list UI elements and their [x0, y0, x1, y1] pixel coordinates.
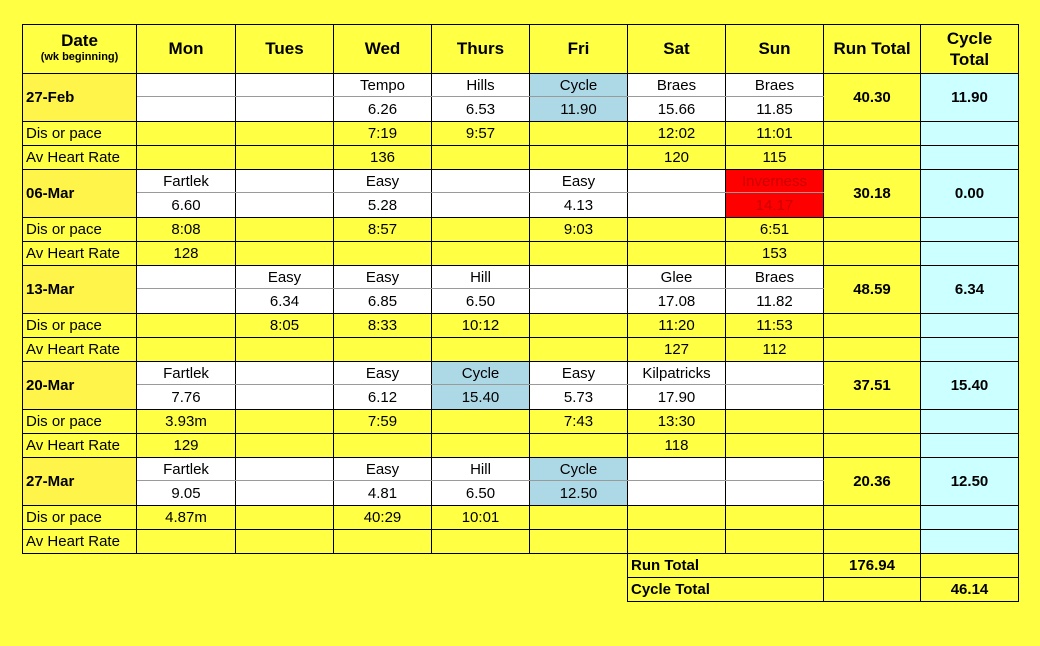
week-type-row	[23, 170, 1019, 193]
heart-rate-cell	[530, 434, 628, 458]
session-type-cell	[236, 458, 334, 481]
session-type-cell: Cycle	[530, 458, 628, 481]
distance-cell: 5.28	[334, 193, 432, 218]
distance-cell: 6.50	[432, 289, 530, 314]
session-type-cell: Fartlek	[137, 170, 236, 193]
run-total-header: Run Total	[824, 25, 921, 74]
session-type-cell: Easy	[530, 170, 628, 193]
pace-cell	[236, 410, 334, 434]
session-type-cell	[628, 458, 726, 481]
heart-rate-cell: 153	[726, 242, 824, 266]
heart-rate-cell	[137, 146, 236, 170]
pace-cell	[530, 122, 628, 146]
run-total-empty-cell	[824, 146, 921, 170]
pace-cell: 7:59	[334, 410, 432, 434]
session-type-cell: Fartlek	[137, 362, 236, 385]
week-pace-row	[23, 410, 1019, 434]
session-type-cell: Hill	[432, 266, 530, 289]
footer-run-total-row	[23, 554, 1019, 578]
dis-or-pace-label: Dis or pace	[23, 218, 137, 242]
distance-cell	[137, 289, 236, 314]
pace-cell	[726, 506, 824, 530]
heart-rate-cell	[334, 242, 432, 266]
pace-cell: 11:01	[726, 122, 824, 146]
cycle-total-header-line1: Cycle	[946, 29, 993, 48]
week-cycle-total: 12.50	[921, 458, 1019, 506]
cycle-total-empty-cell	[921, 218, 1019, 242]
run-total-empty-cell	[824, 242, 921, 266]
pace-cell	[432, 218, 530, 242]
session-type-cell: Easy	[334, 362, 432, 385]
distance-cell: 12.50	[530, 481, 628, 506]
pace-cell: 7:43	[530, 410, 628, 434]
week-cycle-total: 6.34	[921, 266, 1019, 314]
pace-cell	[628, 506, 726, 530]
distance-cell: 6.60	[137, 193, 236, 218]
cycle-total-empty-cell	[921, 506, 1019, 530]
session-type-cell	[432, 170, 530, 193]
week-date: 06-Mar	[23, 170, 137, 218]
session-type-cell: Braes	[726, 266, 824, 289]
header-row	[23, 25, 1019, 74]
heart-rate-cell: 118	[628, 434, 726, 458]
distance-cell: 15.66	[628, 97, 726, 122]
week-type-row	[23, 266, 1019, 289]
week-date: 27-Feb	[23, 74, 137, 122]
footer-cycle-total-label: Cycle Total	[628, 578, 824, 602]
session-type-cell: Kilpatricks	[628, 362, 726, 385]
session-type-cell: Inverness	[726, 170, 824, 193]
day-header-wed: Wed	[334, 25, 432, 74]
session-type-cell: Cycle	[432, 362, 530, 385]
pace-cell: 9:57	[432, 122, 530, 146]
week-run-total: 37.51	[824, 362, 921, 410]
week-date: 13-Mar	[23, 266, 137, 314]
day-header-fri: Fri	[530, 25, 628, 74]
dis-or-pace-label: Dis or pace	[23, 314, 137, 338]
heart-rate-cell	[236, 434, 334, 458]
distance-cell	[726, 481, 824, 506]
distance-cell: 6.50	[432, 481, 530, 506]
day-header-mon: Mon	[137, 25, 236, 74]
week-pace-row	[23, 122, 1019, 146]
heart-rate-cell	[334, 434, 432, 458]
pace-cell: 4.87m	[137, 506, 236, 530]
distance-cell: 6.53	[432, 97, 530, 122]
distance-cell: 11.85	[726, 97, 824, 122]
session-type-cell: Hills	[432, 74, 530, 97]
heart-rate-cell: 115	[726, 146, 824, 170]
cycle-total-header	[921, 25, 1019, 74]
session-type-cell: Easy	[530, 362, 628, 385]
week-pace-row	[23, 506, 1019, 530]
session-type-cell: Easy	[334, 458, 432, 481]
av-heart-rate-label: Av Heart Rate	[23, 434, 137, 458]
session-type-cell	[530, 266, 628, 289]
pace-cell: 10:12	[432, 314, 530, 338]
cycle-total-empty-cell	[921, 410, 1019, 434]
heart-rate-cell	[726, 530, 824, 554]
cycle-total-empty-cell	[921, 434, 1019, 458]
week-date: 27-Mar	[23, 458, 137, 506]
pace-cell	[530, 506, 628, 530]
pace-cell: 6:51	[726, 218, 824, 242]
pace-cell: 13:30	[628, 410, 726, 434]
cycle-total-empty-cell	[921, 146, 1019, 170]
session-type-cell	[628, 170, 726, 193]
distance-cell: 11.90	[530, 97, 628, 122]
pace-cell: 11:20	[628, 314, 726, 338]
cycle-total-empty-cell	[921, 242, 1019, 266]
pace-cell	[726, 410, 824, 434]
session-type-cell: Fartlek	[137, 458, 236, 481]
heart-rate-cell: 128	[137, 242, 236, 266]
date-header	[23, 25, 137, 74]
week-run-total: 48.59	[824, 266, 921, 314]
footer-run-total-label: Run Total	[628, 554, 824, 578]
dis-or-pace-label: Dis or pace	[23, 122, 137, 146]
session-type-cell	[137, 266, 236, 289]
heart-rate-cell	[530, 146, 628, 170]
heart-rate-cell: 129	[137, 434, 236, 458]
distance-cell	[236, 385, 334, 410]
av-heart-rate-label: Av Heart Rate	[23, 530, 137, 554]
cycle-total-header-line2: Total	[949, 50, 990, 69]
session-type-cell	[236, 170, 334, 193]
heart-rate-cell	[236, 530, 334, 554]
distance-cell: 17.08	[628, 289, 726, 314]
footer-spacer	[23, 578, 628, 602]
distance-cell	[236, 193, 334, 218]
footer-run-total-value: 176.94	[824, 554, 921, 578]
distance-cell	[726, 385, 824, 410]
weeks-body	[23, 74, 1019, 554]
distance-cell: 7.76	[137, 385, 236, 410]
week-pace-row	[23, 218, 1019, 242]
heart-rate-cell	[628, 242, 726, 266]
session-type-cell: Easy	[334, 266, 432, 289]
pace-cell: 40:29	[334, 506, 432, 530]
heart-rate-cell	[530, 530, 628, 554]
distance-cell	[137, 97, 236, 122]
heart-rate-cell	[726, 434, 824, 458]
cycle-total-empty-cell	[921, 122, 1019, 146]
distance-cell: 15.40	[432, 385, 530, 410]
session-type-cell: Glee	[628, 266, 726, 289]
dis-or-pace-label: Dis or pace	[23, 506, 137, 530]
run-total-empty-cell	[824, 434, 921, 458]
distance-cell: 9.05	[137, 481, 236, 506]
heart-rate-cell	[334, 530, 432, 554]
day-header-tues: Tues	[236, 25, 334, 74]
week-cycle-total: 15.40	[921, 362, 1019, 410]
distance-cell: 6.85	[334, 289, 432, 314]
training-log-table	[22, 24, 1019, 602]
heart-rate-cell	[628, 530, 726, 554]
pace-cell	[530, 314, 628, 338]
av-heart-rate-label: Av Heart Rate	[23, 242, 137, 266]
distance-cell	[432, 193, 530, 218]
distance-cell	[628, 481, 726, 506]
distance-cell: 11.82	[726, 289, 824, 314]
footer-spacer	[23, 554, 628, 578]
heart-rate-cell	[236, 338, 334, 362]
week-run-total: 20.36	[824, 458, 921, 506]
pace-cell	[137, 122, 236, 146]
heart-rate-cell	[137, 530, 236, 554]
week-heart-rate-row	[23, 530, 1019, 554]
heart-rate-cell	[530, 242, 628, 266]
heart-rate-cell	[432, 242, 530, 266]
session-type-cell: Easy	[334, 170, 432, 193]
pace-cell: 8:05	[236, 314, 334, 338]
cycle-total-empty-cell	[921, 338, 1019, 362]
distance-cell: 6.12	[334, 385, 432, 410]
heart-rate-cell	[236, 242, 334, 266]
pace-cell	[236, 506, 334, 530]
week-type-row	[23, 362, 1019, 385]
pace-cell	[628, 218, 726, 242]
date-header-subtitle: (wk beginning)	[40, 51, 119, 63]
heart-rate-cell	[334, 338, 432, 362]
day-header-thurs: Thurs	[432, 25, 530, 74]
distance-cell: 17.90	[628, 385, 726, 410]
heart-rate-cell: 127	[628, 338, 726, 362]
pace-cell: 8:33	[334, 314, 432, 338]
run-total-empty-cell	[824, 218, 921, 242]
run-total-empty-cell	[824, 410, 921, 434]
week-date: 20-Mar	[23, 362, 137, 410]
session-type-cell: Braes	[628, 74, 726, 97]
day-header-sat: Sat	[628, 25, 726, 74]
pace-cell: 8:57	[334, 218, 432, 242]
distance-cell	[530, 289, 628, 314]
heart-rate-cell	[432, 338, 530, 362]
session-type-cell: Hill	[432, 458, 530, 481]
heart-rate-cell	[137, 338, 236, 362]
heart-rate-cell: 112	[726, 338, 824, 362]
footer-cycle-total-empty	[824, 578, 921, 602]
week-run-total: 40.30	[824, 74, 921, 122]
distance-cell: 4.81	[334, 481, 432, 506]
distance-cell	[236, 481, 334, 506]
heart-rate-cell: 136	[334, 146, 432, 170]
session-type-cell: Tempo	[334, 74, 432, 97]
session-type-cell	[236, 362, 334, 385]
session-type-cell	[726, 458, 824, 481]
footer-run-total-empty	[921, 554, 1019, 578]
week-type-row	[23, 74, 1019, 97]
run-total-empty-cell	[824, 338, 921, 362]
pace-cell: 9:03	[530, 218, 628, 242]
distance-cell: 5.73	[530, 385, 628, 410]
distance-cell: 14.17	[726, 193, 824, 218]
av-heart-rate-label: Av Heart Rate	[23, 338, 137, 362]
week-type-row	[23, 458, 1019, 481]
session-type-cell	[726, 362, 824, 385]
av-heart-rate-label: Av Heart Rate	[23, 146, 137, 170]
session-type-cell	[236, 74, 334, 97]
week-heart-rate-row	[23, 338, 1019, 362]
cycle-total-empty-cell	[921, 530, 1019, 554]
week-pace-row	[23, 314, 1019, 338]
pace-cell: 3.93m	[137, 410, 236, 434]
distance-cell	[628, 193, 726, 218]
distance-cell: 6.34	[236, 289, 334, 314]
footer-cycle-total-row	[23, 578, 1019, 602]
run-total-empty-cell	[824, 122, 921, 146]
heart-rate-cell	[530, 338, 628, 362]
distance-cell: 4.13	[530, 193, 628, 218]
distance-cell	[236, 97, 334, 122]
session-type-cell: Braes	[726, 74, 824, 97]
heart-rate-cell	[432, 434, 530, 458]
week-cycle-total: 0.00	[921, 170, 1019, 218]
pace-cell: 8:08	[137, 218, 236, 242]
week-heart-rate-row	[23, 434, 1019, 458]
run-total-empty-cell	[824, 530, 921, 554]
date-header-title: Date	[61, 31, 98, 50]
pace-cell: 10:01	[432, 506, 530, 530]
pace-cell: 12:02	[628, 122, 726, 146]
pace-cell	[432, 410, 530, 434]
pace-cell: 11:53	[726, 314, 824, 338]
pace-cell	[137, 314, 236, 338]
footer-cycle-total-value: 46.14	[921, 578, 1019, 602]
week-cycle-total: 11.90	[921, 74, 1019, 122]
heart-rate-cell	[236, 146, 334, 170]
week-heart-rate-row	[23, 242, 1019, 266]
session-type-cell: Easy	[236, 266, 334, 289]
pace-cell: 7:19	[334, 122, 432, 146]
pace-cell	[236, 122, 334, 146]
dis-or-pace-label: Dis or pace	[23, 410, 137, 434]
heart-rate-cell	[432, 530, 530, 554]
week-heart-rate-row	[23, 146, 1019, 170]
distance-cell: 6.26	[334, 97, 432, 122]
week-run-total: 30.18	[824, 170, 921, 218]
heart-rate-cell: 120	[628, 146, 726, 170]
run-total-empty-cell	[824, 314, 921, 338]
cycle-total-empty-cell	[921, 314, 1019, 338]
run-total-empty-cell	[824, 506, 921, 530]
session-type-cell	[137, 74, 236, 97]
heart-rate-cell	[432, 146, 530, 170]
session-type-cell: Cycle	[530, 74, 628, 97]
pace-cell	[236, 218, 334, 242]
day-header-sun: Sun	[726, 25, 824, 74]
